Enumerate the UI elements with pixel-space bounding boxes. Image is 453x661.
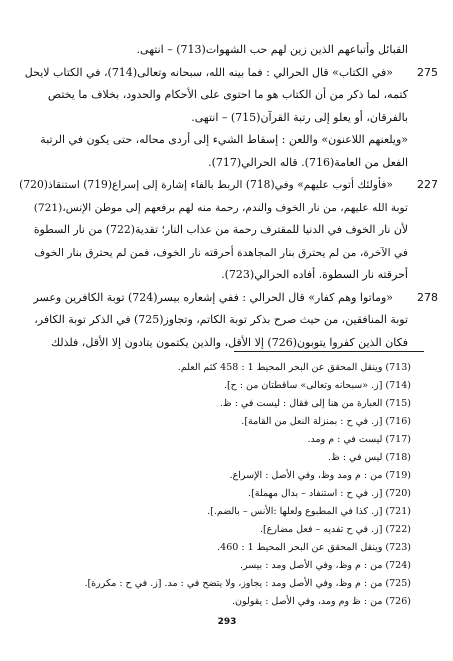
footnote: (725) من : م وظ، وفي الأصل ومد : يجاوز، ولا يتضح في : مد. [ز. في ح : مكررة]. [84,578,411,589]
footnote-separator [234,351,424,352]
footnote: (723) وينقل المحقق عن البحر المحيط 1 : 460. [217,542,411,553]
footnote: (726) من : ظ وم ومد، وفي الأصل : يقولون. [232,596,411,607]
text-line: توبة الله عليهم، من نار الخوف والندم، رحمة منه لهم برفعهم إلى موطن الإنس،(721) [33,200,408,214]
text-line: «فأولئك أتوب عليهم» وفي(718) الربط بالفاء إشارة إلى إسراع(719) استنقاذ(720) [19,178,393,191]
text-line: فكان الذين كفروا يتوبون(726) إلا الأقل، والذين يكتمون يتادون إلا الأقل، فلذلك [51,335,408,349]
text-line: في الآخرة، من لم يحترق بنار المجاهدة أحرقته نار الخوف، فمن لم يحترق بنار الخوف [34,245,408,259]
text-line: بالفرقان، أو يعلو إلى رتبة القرآن(715) – انتهى. [191,110,408,124]
verse-number: 278 [417,290,438,304]
footnote: (716) [ز. في ح : بمنزلة النعل من القامة]. [241,416,411,427]
footnote: (721) [ز. كذا في المطبوع ولعلها :الأنس – بالضم.]. [207,506,411,517]
footnote: (722) [ز. في ح تفديه – فعل مضارع]. [259,524,411,535]
footnote: (713) وينقل المحقق عن البحر المحيط 1 : 458 كثم العلم. [177,362,411,373]
text-line: «في الكتاب» قال الحرالي : فما بينه الله، سبحانه وتعالى(714)، في الكتاب لايحل [24,65,393,79]
text-line: توبة المنافقين، من حيث صرح بذكر توبة الكاتم، وتجاوز(725) في الذكر توبة الكافر، [34,313,408,326]
footnote: (717) ليست في : م ومد. [307,434,411,445]
text-line: لأن نار الخوف في الدنيا للمقترف رحمة من عذاب النار؛ تقدية(722) من نار السطوة [33,223,408,236]
page-number: 293 [217,617,237,627]
footnote: (718) ليس في : ظ. [328,452,411,463]
footnote: (715) العبارة من هنا إلى فقال : ليست في : ظ. [219,398,411,409]
text-line: أحرقته نار السطوة. أفاده الحرالي(723). [221,268,408,281]
footnote: (714) [ز. «سبحانه وتعالى» ساقطتان من : ح]. [223,380,411,391]
text-line: الفعل من العامة(716). قاله الحرالي(717). [208,155,408,169]
text-line: القبائل وأتباعهم الذين زين لهم حب الشهوات(713) – انتهى. [136,43,408,56]
verse-number: 275 [417,65,438,79]
text-line: كتمه، لما ذكر من أن الكتاب هو ما احتوى على الأحكام والحدود، بخلاف ما يختص [47,88,408,101]
text-line: «ويلعنهم اللاعنون» واللعن : إسقاط الشيء إلى أردى محاله، حتى يكون في الرتبة [40,133,408,146]
footnote: (724) من : م وظ، وفي الأصل ومد : بيسر. [239,560,411,571]
verse-number: 227 [417,178,438,191]
footnote: (719) من : م ومد وظ، وفي الأصل : الإسراع. [229,470,411,481]
text-line: «وماتوا وهم كفار» قال الحرالي : ففي إشعاره بيسر(724) توبة الكافرين وعسر [33,290,393,304]
footnote: (720) [ز. في ح : استنفاد – بدال مهملة]. [248,488,411,499]
